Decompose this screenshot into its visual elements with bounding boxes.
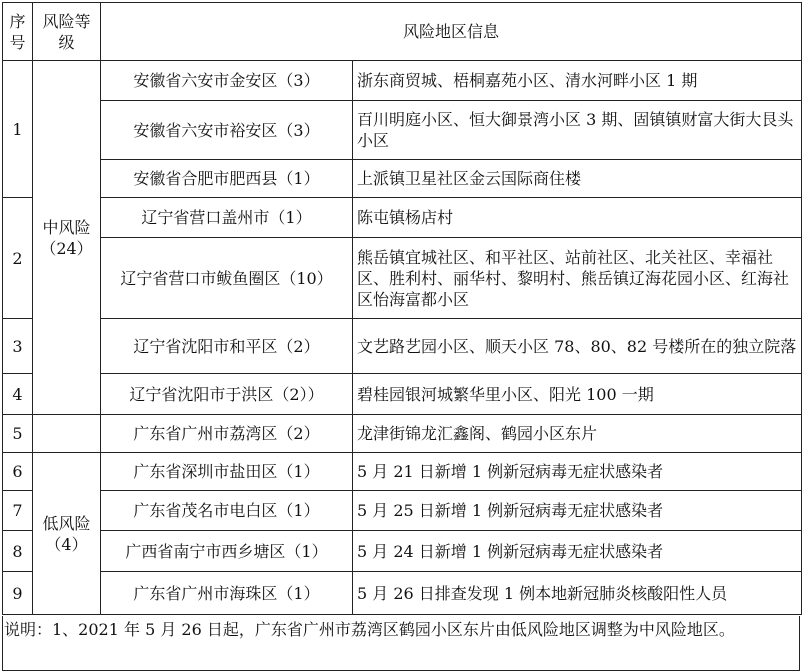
info-cell: 5 月 24 日新增 1 例新冠病毒无症状感染者 [353,531,802,572]
table-row [3,453,802,491]
area-cell: 安徽省六安市金安区（3） [101,61,353,101]
table-header-row [3,3,802,61]
row-index: 1 [3,61,33,198]
info-cell: 百川明庭小区、恒大御景湾小区 3 期、固镇镇财富大街大艮头小区 [353,101,802,160]
info-cell: 5 月 21 日新增 1 例新冠病毒无症状感染者 [353,453,802,491]
note-text: 说明：1、2021 年 5 月 26 日起，广东省广州市荔湾区鹤园小区东片由低风险地区调整为中风险地区。 [4,620,735,639]
area-cell: 广东省广州市海珠区（1） [101,572,353,615]
level-medium: 中风险（24） [33,61,101,415]
info-cell: 上派镇卫星社区金云国际商住楼 [353,160,802,198]
area-cell: 安徽省合肥市肥西县（1） [101,160,353,198]
area-cell: 辽宁省营口盖州市（1） [101,198,353,238]
row-index: 4 [3,374,33,415]
row-index: 6 [3,453,33,491]
area-cell: 广东省茂名市电白区（1） [101,491,353,531]
area-cell: 辽宁省沈阳市和平区（2） [101,319,353,374]
table-row [3,61,802,101]
table-row [3,374,802,415]
header-info: 风险地区信息 [101,3,802,61]
area-cell: 广西省南宁市西乡塘区（1） [101,531,353,572]
area-cell: 安徽省六安市裕安区（3） [101,101,353,160]
table-row [3,572,802,615]
info-cell: 碧桂园银河城繁华里小区、阳光 100 一期 [353,374,802,415]
area-cell: 广东省广州市荔湾区（2） [101,415,353,453]
table-row [3,160,802,198]
row-index: 2 [3,198,33,319]
info-cell: 熊岳镇宜城社区、和平社区、站前社区、北关社区、幸福社区、胜利村、丽华村、黎明村、熊岳镇辽海花园小区、红海社区怡海富都小区 [353,238,802,319]
row-index: 7 [3,491,33,531]
info-cell: 陈屯镇杨店村 [353,198,802,238]
level-empty [33,415,101,453]
header-index: 序号 [3,3,33,61]
table-row [3,198,802,238]
table-row [3,415,802,453]
area-cell: 辽宁省沈阳市于洪区（2）） [101,374,353,415]
table-row [3,319,802,374]
table-row [3,101,802,160]
row-index: 9 [3,572,33,615]
row-index: 8 [3,531,33,572]
table-row [3,238,802,319]
level-low: 低风险（4） [33,453,101,615]
info-cell: 文艺路艺园小区、顺天小区 78、80、82 号楼所在的独立院落 [353,319,802,374]
info-cell: 5 月 26 日排查发现 1 例本地新冠肺炎核酸阳性人员 [353,572,802,615]
row-index: 3 [3,319,33,374]
table-row [3,531,802,572]
header-level: 风险等级 [33,3,101,61]
area-cell: 辽宁省营口市鲅鱼圈区（10） [101,238,353,319]
table-row [3,491,802,531]
info-cell: 浙东商贸城、梧桐嘉苑小区、清水河畔小区 1 期 [353,61,802,101]
info-cell: 5 月 25 日新增 1 例新冠病毒无症状感染者 [353,491,802,531]
area-cell: 广东省深圳市盐田区（1） [101,453,353,491]
row-index: 5 [3,415,33,453]
info-cell: 龙津街锦龙汇鑫阁、鹤园小区东片 [353,415,802,453]
risk-area-table [2,2,802,615]
